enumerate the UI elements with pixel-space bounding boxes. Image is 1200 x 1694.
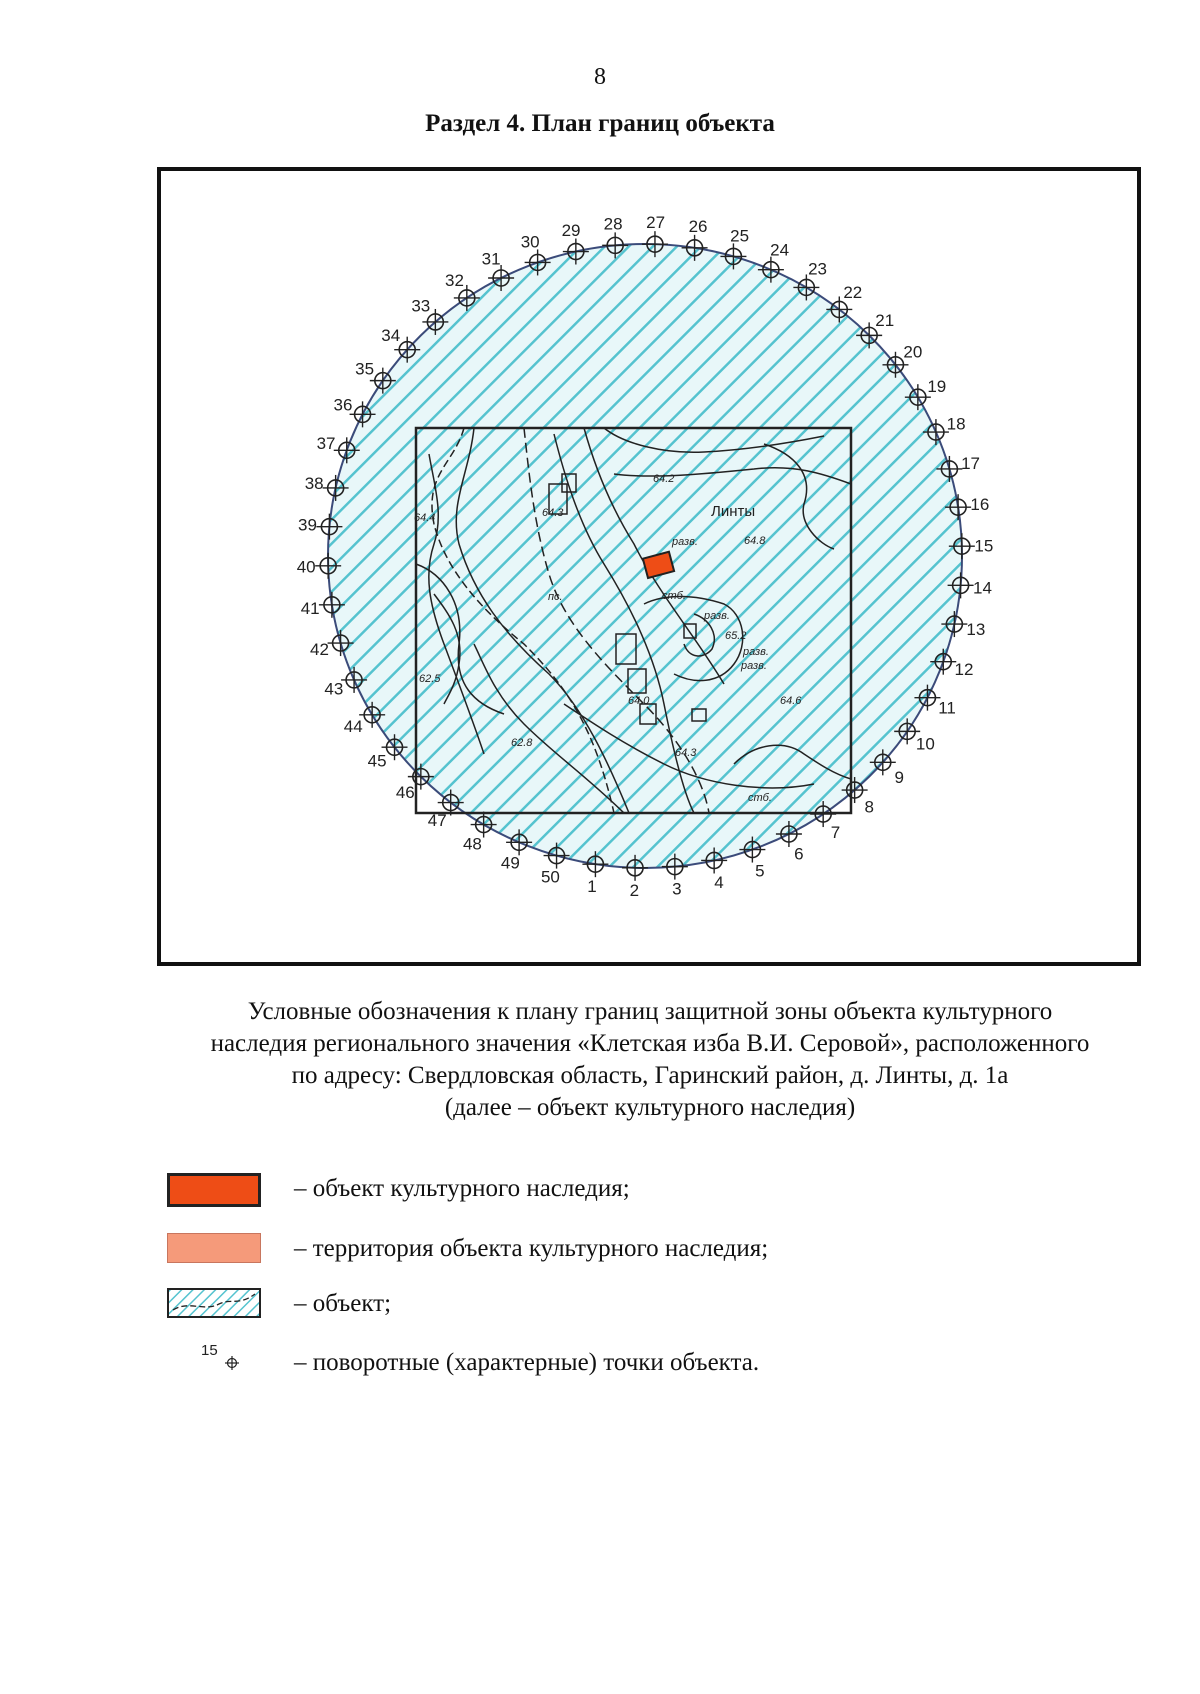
elevation-label: 64.8 [744,535,766,547]
turning-point-number: 37 [316,433,336,453]
caption-line-3: по адресу: Свердловская область, Гаринский район, д. Линты, д. 1а [291,1062,1009,1089]
turning-point-number: 2 [629,880,640,900]
object-boundary-swatch-icon [167,1288,261,1318]
legend-label: – территория объекта культурного наследия; [294,1235,769,1262]
turning-point-number: 50 [540,867,560,887]
turning-point-number: 12 [954,660,974,680]
turning-point-number: 6 [794,844,804,864]
land-use-label: пс. [548,591,563,603]
turning-point-number: 46 [395,783,415,803]
turning-point-number: 8 [864,797,874,817]
turning-point-number: 28 [603,214,623,234]
turning-point-number: 15 [974,536,994,556]
elevation-label: 64.6 [780,695,802,707]
turning-point-number: 4 [714,872,724,892]
elevation-label: 64.4 [414,512,436,524]
caption-line-1: Условные обозначения к плану границ защитной зоны объекта культурного [247,998,1053,1025]
turning-point-number: 39 [298,515,317,535]
elevation-label: 64.3 [675,747,697,759]
turning-point-number: 38 [304,474,324,494]
heritage-object-swatch-icon [167,1173,261,1207]
turning-point-number: 17 [961,453,981,473]
elevation-label: 64.2 [653,473,675,485]
elevation-label: 64.3 [542,507,564,519]
settlement-label: Линты [711,503,756,520]
turning-point-number: 47 [427,810,447,830]
turning-point-number: 40 [296,557,316,577]
turning-point-number: 18 [946,414,966,434]
turning-point-number: 32 [444,270,464,290]
turning-point-number: 5 [755,861,765,881]
turning-point-number: 9 [894,767,905,787]
elevation-label: 62.8 [511,737,533,749]
legend-item-turning-point [167,1343,1067,1383]
turning-point-number: 1 [587,876,597,896]
turning-point-number: 13 [966,619,986,639]
legend-item-heritage-object [167,1173,1067,1213]
turning-point-number: 16 [970,494,990,514]
legend-label: – объект; [294,1290,392,1317]
turning-point-number: 36 [333,395,353,415]
map-canvas [161,171,1137,962]
turning-point-number: 22 [843,283,863,303]
turning-point-number: 19 [927,376,947,396]
turning-point-number: 31 [481,249,501,269]
turning-point-number: 33 [411,296,431,316]
elevation-label: 62.5 [419,673,441,685]
turning-point-number: 35 [355,359,375,379]
turning-point-number: 11 [938,698,956,718]
land-use-label: стб. [748,792,772,804]
legend-caption [150,996,1150,1124]
page-number: 8 [594,64,606,90]
turning-point-number: 3 [672,879,682,899]
legend-label: – объект культурного наследия; [294,1175,630,1202]
turning-point-sample-number: 15 [201,1343,218,1359]
boundary-plan-map [157,167,1141,966]
protective-zone-area [328,244,962,868]
turning-point-icon [201,1343,241,1377]
legend-item-object [167,1288,1067,1328]
elevation-label: 64.0 [628,695,650,707]
turning-point-number: 24 [770,240,790,260]
turning-point-number: 41 [300,599,320,619]
turning-point-number: 20 [903,342,923,362]
turning-point-number: 7 [830,823,841,843]
elevation-label: 65.2 [725,630,747,642]
turning-point-number: 49 [500,853,520,873]
turning-point-number: 21 [875,310,895,330]
turning-point-number: 14 [973,578,992,598]
turning-point-number: 43 [324,679,344,699]
turning-point-number: 23 [808,259,828,279]
land-use-label: разв. [672,536,698,548]
legend-item-heritage-territory [167,1233,1067,1273]
turning-point-number: 30 [520,232,540,252]
caption-line-4: (далее – объект культурного наследия) [444,1094,856,1121]
turning-point-number: 26 [688,217,708,237]
turning-point-number: 45 [367,751,387,771]
caption-line-2: наследия регионального значения «Клетская изба В.И. Серовой», расположенного [210,1030,1090,1057]
land-use-label: разв. [704,610,730,622]
turning-point-number: 29 [561,221,581,241]
turning-point-number: 27 [646,213,666,233]
turning-point-number: 25 [730,226,750,246]
section-title: Раздел 4. План границ объекта [425,110,775,137]
legend-label: – поворотные (характерные) точки объекта. [294,1349,760,1376]
turning-point-number: 44 [343,717,363,737]
land-use-label: стб. [662,590,686,602]
turning-point-number: 34 [381,326,401,346]
turning-point-number: 48 [462,834,482,854]
turning-point-number: 42 [309,640,329,660]
heritage-territory-swatch-icon [167,1233,261,1263]
turning-point-number: 10 [915,734,935,754]
land-use-label: разв. [743,646,769,658]
land-use-label: разв. [741,660,767,672]
